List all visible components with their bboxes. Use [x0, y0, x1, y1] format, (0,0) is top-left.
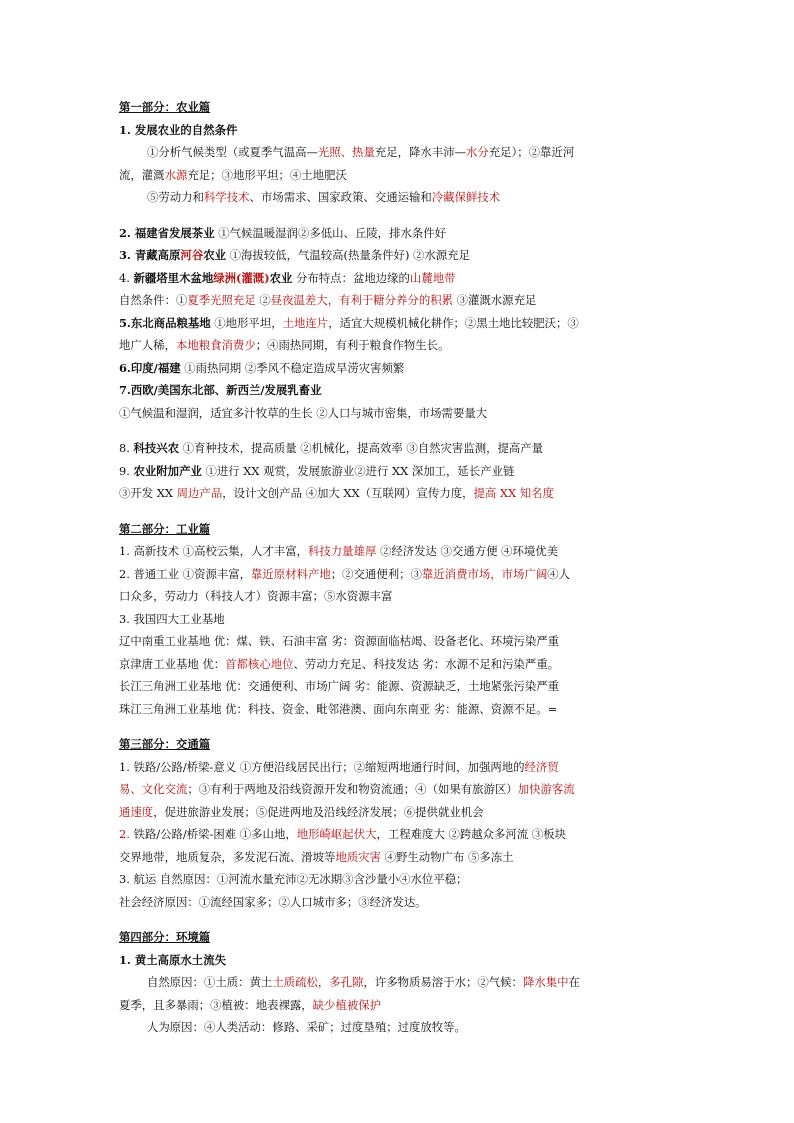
text-line — [119, 312, 679, 335]
highlight-text: 光照、热量 — [317, 145, 375, 159]
text-span: 科技兴农 — [133, 441, 180, 455]
text-span: 分布特点：盆地边缘的 — [292, 270, 410, 285]
text-line — [119, 585, 679, 608]
text-line — [119, 698, 679, 721]
text-line — [119, 222, 679, 245]
text-span: ②经济发达 ③交通方便 ④环境优美 — [376, 544, 559, 558]
highlight-text: 水源 — [164, 167, 188, 182]
highlight-text: 地形崎岖起伏大 — [296, 827, 377, 841]
text-span: 农业 — [203, 248, 227, 262]
text-span: ④人 — [547, 566, 571, 581]
highlight-text: 科技力量雄厚 — [307, 544, 377, 558]
section-heading — [119, 926, 679, 949]
text-span: ；④雨热同期，有利于粮食作物生长。 — [255, 338, 450, 352]
highlight-text: 加快游客流 — [517, 782, 575, 796]
text-line — [119, 540, 679, 563]
text-span: ② — [255, 293, 271, 307]
highlight-text: 科学技术 — [203, 190, 250, 204]
text-span: ，适宜大规模机械化耕作；②黑土地比较肥沃；③ — [328, 315, 579, 330]
text-span: 1. 黄土高原水土流失 — [119, 952, 226, 967]
text-span: 9. — [119, 463, 134, 478]
text-span: ⑤劳动力和 — [147, 190, 204, 204]
text-line — [119, 437, 679, 460]
text-span: 3. 我国四大工业基地 — [119, 611, 225, 626]
text-span: 长江三角洲工业基地 优：交通便利、市场广阔 劣：能源、资源缺乏，土地紧张污染严重 — [119, 679, 560, 693]
text-span: ，促进旅游业发展；⑤促进两地及沿线经济发展；⑥提供就业机会 — [153, 804, 484, 819]
text-line — [119, 334, 679, 357]
paragraph-gap — [119, 424, 679, 437]
highlight-text: 土地连片 — [282, 315, 329, 330]
text-line — [119, 460, 679, 483]
highlight-text: 通速度 — [119, 804, 154, 819]
text-span: 8. — [119, 441, 134, 455]
text-line — [119, 868, 679, 891]
text-span: ，设计文创产品 ④加大 XX（互联网）宣传力度， — [222, 486, 474, 500]
text-span: ，许多物质易溶于水；②气候： — [363, 975, 523, 989]
text-span: 自然条件：① — [119, 293, 188, 307]
section-heading — [119, 518, 679, 541]
text-line — [119, 675, 679, 698]
text-span: 1. 铁路/公路/桥梁-意义 ①方便沿线居民出行；②缩短两地通行时间，加强两地的 — [119, 759, 525, 774]
text-line — [119, 141, 679, 164]
text-span: ①分析气候类型（或夏季气温高— — [147, 145, 318, 159]
text-span: 充足，降水丰沛— — [374, 145, 466, 159]
text-span: 交界地带，地质复杂，多发泥石流、滑坡等 — [119, 849, 336, 864]
text-span: 7.西欧/美国东北部、新西兰/发展乳畜业 — [119, 383, 322, 397]
text-span: 新疆塔里木盆地 — [133, 270, 214, 285]
text-span: 1. 高新技术 ①高校云集，人才丰富， — [119, 544, 308, 558]
text-span: 口众多，劳动力（科技人才）资源丰富；⑤水资源丰富 — [119, 589, 393, 603]
text-span: ①气候温暖湿润②多低山、丘陵，排水条件好 — [214, 225, 447, 240]
text-line — [119, 244, 679, 267]
highlight-text: 靠近消费市场，市场广阔 — [421, 566, 548, 581]
highlight-text: 本地粮食消费少 — [175, 338, 256, 352]
text-span: ①育种技术，提高质量 ②机械化，提高效率 ③自然灾害监测，提高产量 — [179, 441, 544, 455]
text-span: 6.印度/福建 — [119, 360, 181, 375]
text-span: 、劳动力充足、科技发达 劣：水源不足和污染严重。 — [293, 656, 560, 671]
text-line — [119, 1016, 679, 1039]
text-span: 自然原因：①土质：黄土 — [147, 975, 273, 989]
text-span: ④野生动物广布 ⑤多冻土 — [381, 849, 514, 864]
text-span: 铁路/公路/桥梁-困难 ①多山地， — [133, 827, 297, 841]
text-line — [119, 630, 679, 653]
text-line — [119, 357, 679, 380]
text-line — [119, 482, 679, 505]
highlight-text: 经济贸 — [524, 759, 559, 774]
text-line — [119, 379, 679, 402]
text-span: 1. 发展农业的自然条件 — [119, 122, 238, 137]
text-span: ③开发 XX — [119, 486, 177, 500]
text-span: 社会经济原因：①流经国家多；②人口城市多；③经济发达。 — [119, 894, 427, 909]
text-span: 4. — [119, 270, 134, 285]
text-line — [119, 653, 679, 676]
text-line — [119, 823, 679, 846]
text-line — [119, 846, 679, 869]
highlight-text: 绿洲(灌溉) — [213, 270, 270, 285]
text-span: ，工程难度大 ②跨越众多河流 ③板块 — [376, 827, 566, 841]
text-span: ①雨热同期 ②季风不稳定造成旱涝灾害频繁 — [180, 360, 405, 375]
text-span: 第四部分：环境篇 — [119, 930, 211, 944]
highlight-text: 易、文化交流 — [119, 782, 188, 796]
text-line — [119, 267, 679, 290]
highlight-text: 夏季光照充足 — [187, 293, 256, 307]
highlight-text: 冷藏保鲜技术 — [431, 190, 501, 204]
text-span: 珠江三角洲工业基地 优：科技、资金、毗邻港澳、面向东南亚 劣：能源、资源不足。= — [119, 701, 558, 716]
text-line — [119, 949, 679, 972]
highlight-text: 首都核心地位 — [225, 656, 294, 671]
text-line — [119, 756, 679, 779]
paragraph-gap — [119, 209, 679, 222]
highlight-text: 靠近原材料产地 — [251, 566, 331, 581]
text-span: 地广人稀， — [119, 338, 176, 352]
highlight-text: 地质灾害 — [335, 849, 382, 864]
paragraph-gap — [119, 720, 679, 733]
highlight-text: 2. — [119, 827, 134, 841]
text-span: ；②交通便利；③ — [330, 566, 422, 581]
highlight-text: 降水集中 — [522, 975, 569, 989]
text-line — [119, 971, 679, 994]
text-line — [119, 891, 679, 914]
text-line — [119, 402, 679, 425]
highlight-text: 提高 XX 知名度 — [473, 486, 554, 500]
text-span: 充足）；②靠近河 — [488, 145, 575, 159]
text-line — [119, 119, 679, 142]
text-span: 2. 普通工业 ①资源丰富， — [119, 566, 252, 581]
text-span: 农业 — [269, 270, 293, 285]
highlight-text: 土质疏松，多孔隙 — [272, 975, 364, 989]
text-span: 辽中南重工业基地 优：煤、铁、石油丰富 劣：资源面临枯竭、设备老化、环境污染严重 — [119, 634, 560, 648]
text-line — [119, 563, 679, 586]
text-span: ①进行 XX 观赏，发展旅游业②进行 XX 深加工，延长产业链 — [201, 463, 515, 478]
text-span: 5.东北商品粮基地 — [119, 315, 211, 330]
text-span: 流，灌溉 — [119, 167, 165, 182]
text-span: 2. 福建省发展茶业 — [119, 225, 215, 240]
text-span: 在 — [568, 975, 580, 989]
text-span: 3. 青藏高原 — [119, 248, 181, 262]
paragraph-gap — [119, 505, 679, 518]
text-line — [119, 289, 679, 312]
text-span: 、市场需求、国家政策、交通运输和 — [249, 190, 432, 204]
text-span: ；③有利于两地及沿线资源开发和物资流通；④（如果有旅游区） — [187, 782, 518, 796]
highlight-text: 周边产品 — [176, 486, 223, 500]
text-line — [119, 608, 679, 631]
text-span: 第三部分：交通篇 — [119, 737, 211, 751]
text-line — [119, 801, 679, 824]
document-page — [119, 96, 679, 1039]
text-line — [119, 164, 679, 187]
text-span: 第二部分：工业篇 — [119, 521, 211, 536]
text-span: 3. 航运 自然原因：①河流水量充沛②无冰期③含沙量小④水位平稳； — [119, 872, 468, 886]
text-span: 京津唐工业基地 优： — [119, 656, 226, 671]
text-span: ①海拔较低，气温较高(热量条件好) ②水源充足 — [226, 248, 470, 262]
highlight-text: 山麓地带 — [409, 270, 456, 285]
section-heading — [119, 96, 679, 119]
text-span: 农业附加产业 — [133, 463, 202, 478]
text-span: 人为原因：④人类活动：修路、采矿；过度垦殖；过度放牧等。 — [147, 1020, 466, 1034]
text-span: ①地形平坦， — [210, 315, 283, 330]
highlight-text: 缺少植被保护 — [312, 997, 382, 1012]
text-span: 夏季，且多暴雨；③植被：地表裸露， — [119, 997, 313, 1012]
text-span: ①气候温和湿润，适宜多汁牧草的生长 ②人口与城市密集，市场需要量大 — [119, 405, 488, 420]
section-heading — [119, 733, 679, 756]
text-line — [119, 778, 679, 801]
text-span: 充足；③地形平坦；④土地肥沃 — [187, 167, 347, 182]
text-span: ③灌溉水源充足 — [453, 293, 537, 307]
text-line — [119, 994, 679, 1017]
paragraph-gap — [119, 913, 679, 926]
text-line — [119, 186, 679, 209]
highlight-text: 水分 — [465, 145, 489, 159]
highlight-text: 河谷 — [180, 248, 204, 262]
highlight-text: 昼夜温差大，有利于糖分养分的积累 — [270, 293, 453, 307]
text-span: 第一部分：农业篇 — [119, 100, 211, 114]
